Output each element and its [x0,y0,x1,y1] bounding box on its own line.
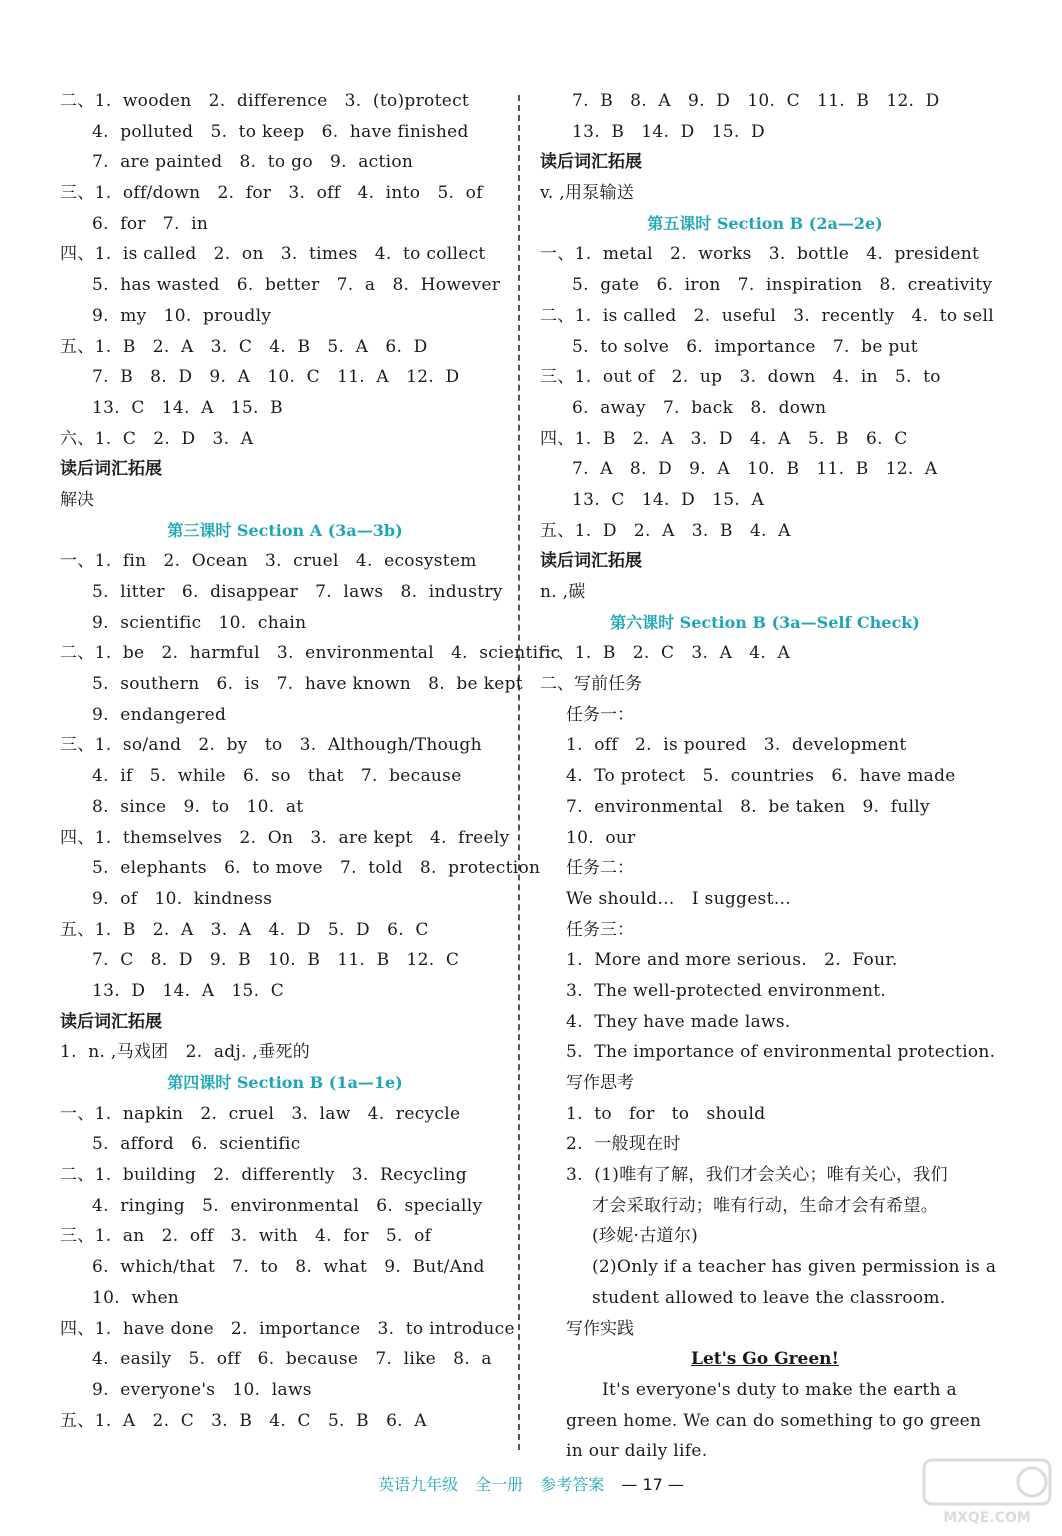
essay-title: Let's Go Green! [690,1349,840,1370]
answer-line: 5. elephants 6. to move 7. told 8. protection [92,858,541,879]
vocab-heading: 读后词汇拓展 [540,551,642,572]
answer-line: 三、1. so/and 2. by to 3. Although/Though [60,735,482,756]
answer-line: 13. B 14. D 15. D [572,121,765,142]
answer-line: 7. environmental 8. be taken 9. fully [566,796,930,817]
watermark-text: MXQE.COM [943,1510,1031,1526]
vocab-answer: n. ,碳 [540,582,586,602]
answer-line: 二、1. be 2. harmful 3. environmental 4. scientific [60,643,561,664]
answer-line: 9. scientific 10. chain [92,612,307,633]
answer-line: 五、1. B 2. A 3. A 4. D 5. D 6. C [60,919,429,940]
answer-line: 7. are painted 8. to go 9. action [92,152,414,173]
task1-label: 任务一： [566,704,634,725]
essay-paragraph [540,1375,990,1467]
task3-label: 任务三： [566,919,634,940]
section-title-lesson4: 第四课时 Section B (1a—1e) [167,1073,403,1092]
answer-line: 五、1. D 2. A 3. B 4. A [540,520,791,541]
vocab-answer: 解决 [60,489,94,510]
answer-line: 7. B 8. A 9. D 10. C 11. B 12. D [572,91,940,111]
writing-practice-label: 写作实践 [566,1318,634,1339]
answer-line: 5. gate 6. iron 7. inspiration 8. creativity [572,275,993,296]
answer-line: 1. More and more serious. 2. Four. [566,950,898,971]
vocab-heading: 读后词汇拓展 [60,459,162,480]
answer-line: 13. C 14. D 15. A [572,489,765,510]
answer-line: 1. off 2. is poured 3. development [566,735,907,756]
answer-line: 四、1. have done 2. importance 3. to introduce [60,1318,515,1339]
writing-think-label: 写作思考 [566,1073,634,1093]
page-footer [0,1472,1062,1495]
answer-line: 二、1. wooden 2. difference 3. (to)protect [60,91,470,111]
vocab-answer: 1. n. ,马戏团 2. adj. ,垂死的 [60,1042,311,1063]
answer-line: 6. for 7. in [92,213,209,234]
vocab-answer: v. ,用泵输送 [540,183,635,204]
answer-line: 四、1. themselves 2. On 3. are kept 4. freely [60,827,510,848]
answer-line: 三、1. an 2. off 3. with 4. for 5. of [60,1226,432,1247]
answer-line: 6. which/that 7. to 8. what 9. But/And [92,1257,485,1278]
footer-subject: 英语九年级 [378,1475,459,1494]
answer-line: 四、1. B 2. A 3. D 4. A 5. B 6. C [540,428,908,449]
left-column [60,86,561,1436]
section-title-lesson3: 第三课时 Section A (3a—3b) [167,520,403,540]
answer-line: 10. our [566,827,636,848]
answer-line: 5. The importance of environmental protection. [566,1042,996,1063]
answer-line: 4. ringing 5. environmental 6. specially [92,1195,483,1216]
page-number: — 17 — [621,1475,684,1494]
answer-line: 5. litter 6. disappear 7. laws 8. industry [92,582,503,602]
answer-line: 2. 一般现在时 [566,1134,681,1155]
answer-line: 三、1. out of 2. up 3. down 4. in 5. to [540,367,941,388]
answer-line: 五、1. B 2. A 3. C 4. B 5. A 6. D [60,336,428,357]
answer-line: 10. when [92,1287,180,1308]
answer-line: 6. away 7. back 8. down [572,397,827,418]
task2-text: We should… I suggest… [566,888,792,909]
answer-line: (珍妮·古道尔) [592,1226,699,1247]
answer-line: 一、1. fin 2. Ocean 3. cruel 4. ecosystem [60,551,477,572]
task-heading: 二、写前任务 [540,674,642,695]
answer-line: 4. To protect 5. countries 6. have made [566,766,956,787]
answer-line: student allowed to leave the classroom. [592,1287,946,1308]
answer-line: 8. since 9. to 10. at [92,796,304,817]
answer-line: 9. endangered [92,704,227,725]
answer-line: 13. D 14. A 15. C [92,980,285,1001]
vocab-heading: 读后词汇拓展 [60,1011,162,1032]
watermark-logo [922,1458,1052,1528]
answer-line: 7. A 8. D 9. A 10. B 11. B 12. A [572,459,938,480]
answer-line: 二、1. is called 2. useful 3. recently 4. to sell [540,305,995,326]
answer-line: 9. my 10. proudly [92,305,272,326]
answer-line: 7. C 8. D 9. B 10. B 11. B 12. C [92,950,460,971]
section-title-lesson5: 第五课时 Section B (2a—2e) [647,213,883,233]
answer-line: 1. to for to should [566,1103,766,1124]
answer-line: 9. of 10. kindness [92,888,273,909]
answer-line: 5. to solve 6. importance 7. be put [572,336,918,357]
answer-line: 4. polluted 5. to keep 6. have finished [92,121,469,142]
answer-line: 3. (1)唯有了解，我们才会关心；唯有关心，我们 [566,1165,948,1186]
answer-line: 才会采取行动；唯有行动，生命才会有希望。 [592,1195,938,1216]
vocab-heading: 读后词汇拓展 [540,152,642,173]
answer-line: 7. B 8. D 9. A 10. C 11. A 12. D [92,367,460,388]
section-title-lesson6: 第六课时 Section B (3a—Self Check) [610,612,920,632]
task2-label: 任务二： [566,858,634,879]
answer-line: 5. afford 6. scientific [92,1134,301,1155]
answer-line: 4. They have made laws. [566,1011,791,1032]
answer-line: 一、1. napkin 2. cruel 3. law 4. recycle [60,1103,461,1124]
answer-line: 五、1. A 2. C 3. B 4. C 5. B 6. A [60,1410,427,1431]
answer-line: 13. C 14. A 15. B [92,397,283,418]
answer-line: 4. if 5. while 6. so that 7. because [92,766,462,787]
column-divider [518,95,520,1450]
answer-line: 四、1. is called 2. on 3. times 4. to collect [60,244,486,265]
answer-line: 一、1. metal 2. works 3. bottle 4. president [540,244,980,265]
answer-line: 9. everyone's 10. laws [92,1379,312,1400]
answer-line: 一、1. B 2. C 3. A 4. A [540,643,791,664]
footer-label: 参考答案 [540,1475,605,1494]
essay-text: It's everyone's duty to make the earth a green home. We can do something to go green in our daily life. [566,1379,982,1462]
answer-line: 三、1. off/down 2. for 3. off 4. into 5. of [60,183,483,204]
footer-volume: 全一册 [475,1475,524,1494]
answer-line: 4. easily 5. off 6. because 7. like 8. a [92,1349,492,1370]
right-column [540,86,997,1467]
answer-line: (2)Only if a teacher has given permission is a [592,1257,997,1278]
answer-line: 六、1. C 2. D 3. A [60,428,254,449]
answer-line: 二、1. building 2. differently 3. Recycling [60,1165,467,1186]
answer-line: 5. has wasted 6. better 7. a 8. However [92,275,501,296]
answer-line: 3. The well-protected environment. [566,980,887,1001]
answer-line: 5. southern 6. is 7. have known 8. be kept [92,674,523,695]
